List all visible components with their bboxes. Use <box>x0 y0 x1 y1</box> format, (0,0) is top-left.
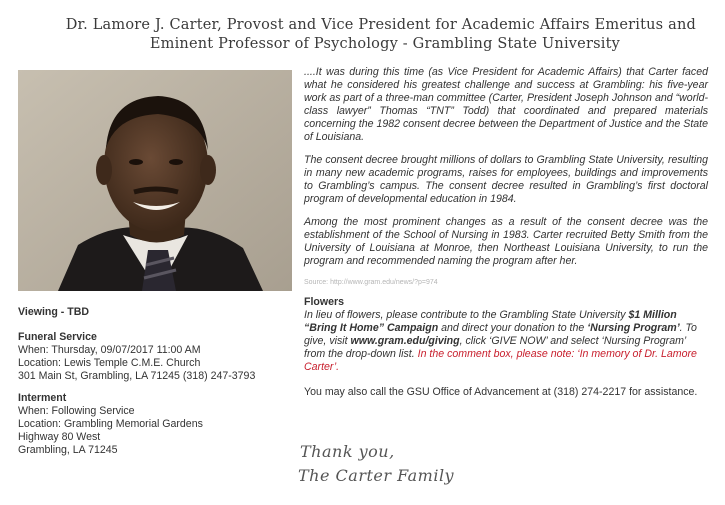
title-line-2: Eminent Professor of Psychology - Grambling State University <box>149 36 620 52</box>
interment-title: Interment <box>18 392 67 404</box>
portrait-photo <box>18 70 292 291</box>
giving-link[interactable]: www.gram.edu/giving <box>350 335 460 347</box>
title-line-1: Dr. Lamore J. Carter, Provost and Vice President for Academic Affairs Emeritus and <box>65 17 696 33</box>
advancement-call: You may also call the GSU Office of Advancement at (318) 274-2217 for assistance. <box>304 386 698 398</box>
biography <box>304 66 708 289</box>
memory-note: In the comment box, please note: ‘In memory of Dr. Lamore Carter’. <box>304 348 697 373</box>
signature-family: The Carter Family <box>298 466 455 485</box>
bio-paragraph: The consent decree brought millions of dollars to Grambling State University, resulting in many new academic programs, raises for employees, buildings and improvements to Grambling’s campus. The consent decree resulted in Grambling’s first doctoral program of developmental education in 1984. <box>304 154 708 205</box>
funeral-section <box>18 331 298 383</box>
source-link[interactable]: Source: http://www.gram.edu/news/?p=974 <box>304 279 438 286</box>
funeral-location: Location: Lewis Temple C.M.E. Church <box>18 357 201 369</box>
service-details <box>18 306 298 466</box>
flowers-title: Flowers <box>304 296 345 308</box>
flowers-text-3: . To give, visit <box>304 322 697 347</box>
flowers-text <box>304 309 708 374</box>
funeral-address: 301 Main St, Grambling, LA 71245 (318) 247-3793 <box>18 370 256 382</box>
interment-city: Grambling, LA 71245 <box>18 444 118 456</box>
flowers-text-2: and direct your donation to the <box>438 322 588 334</box>
interment-location: Location: Grambling Memorial Gardens <box>18 418 203 430</box>
flowers-text-4: , click ‘GIVE NOW’ and select ‘Nursing Program’ from the drop-down list. <box>304 335 686 360</box>
signature-thanks: Thank you, <box>300 442 395 461</box>
bio-paragraph: ....It was during this time (as Vice President for Academic Affairs) that Carter faced what he considered his greatest challenge and success at Grambling: his five-year work as part of a three-man committee (Carter, President Joseph Johnson and “world-class lawyer” Thomas “TNT” Todd) that coordinated and prepared materials concerning the 1982 consent decree between the Department of Justice and the State of Louisiana. <box>304 66 709 143</box>
funeral-when: When: Thursday, 09/07/2017 11:00 AM <box>18 344 201 356</box>
funeral-title: Funeral Service <box>18 331 97 343</box>
viewing-label: Viewing - TBD <box>18 306 90 318</box>
interment-section <box>18 392 298 457</box>
bio-paragraph: Among the most prominent changes as a result of the consent decree was the establishment of the School of Nursing in 1983. Carter recruited Betty Smith from the University of Louisiana at Monroe, then Northeast Louisiana University, to run the program and recommended naming the program after her. <box>304 216 708 267</box>
program-name: ‘Nursing Program’ <box>587 322 680 334</box>
signature <box>298 440 454 488</box>
campaign-name: $1 Million “Bring It Home” Campaign <box>304 309 677 334</box>
flowers-section <box>304 296 708 399</box>
page-title <box>0 16 725 54</box>
flowers-text-1: In lieu of flowers, please contribute to the Grambling State University <box>304 309 629 321</box>
interment-when: When: Following Service <box>18 405 135 417</box>
interment-street: Highway 80 West <box>18 431 101 443</box>
